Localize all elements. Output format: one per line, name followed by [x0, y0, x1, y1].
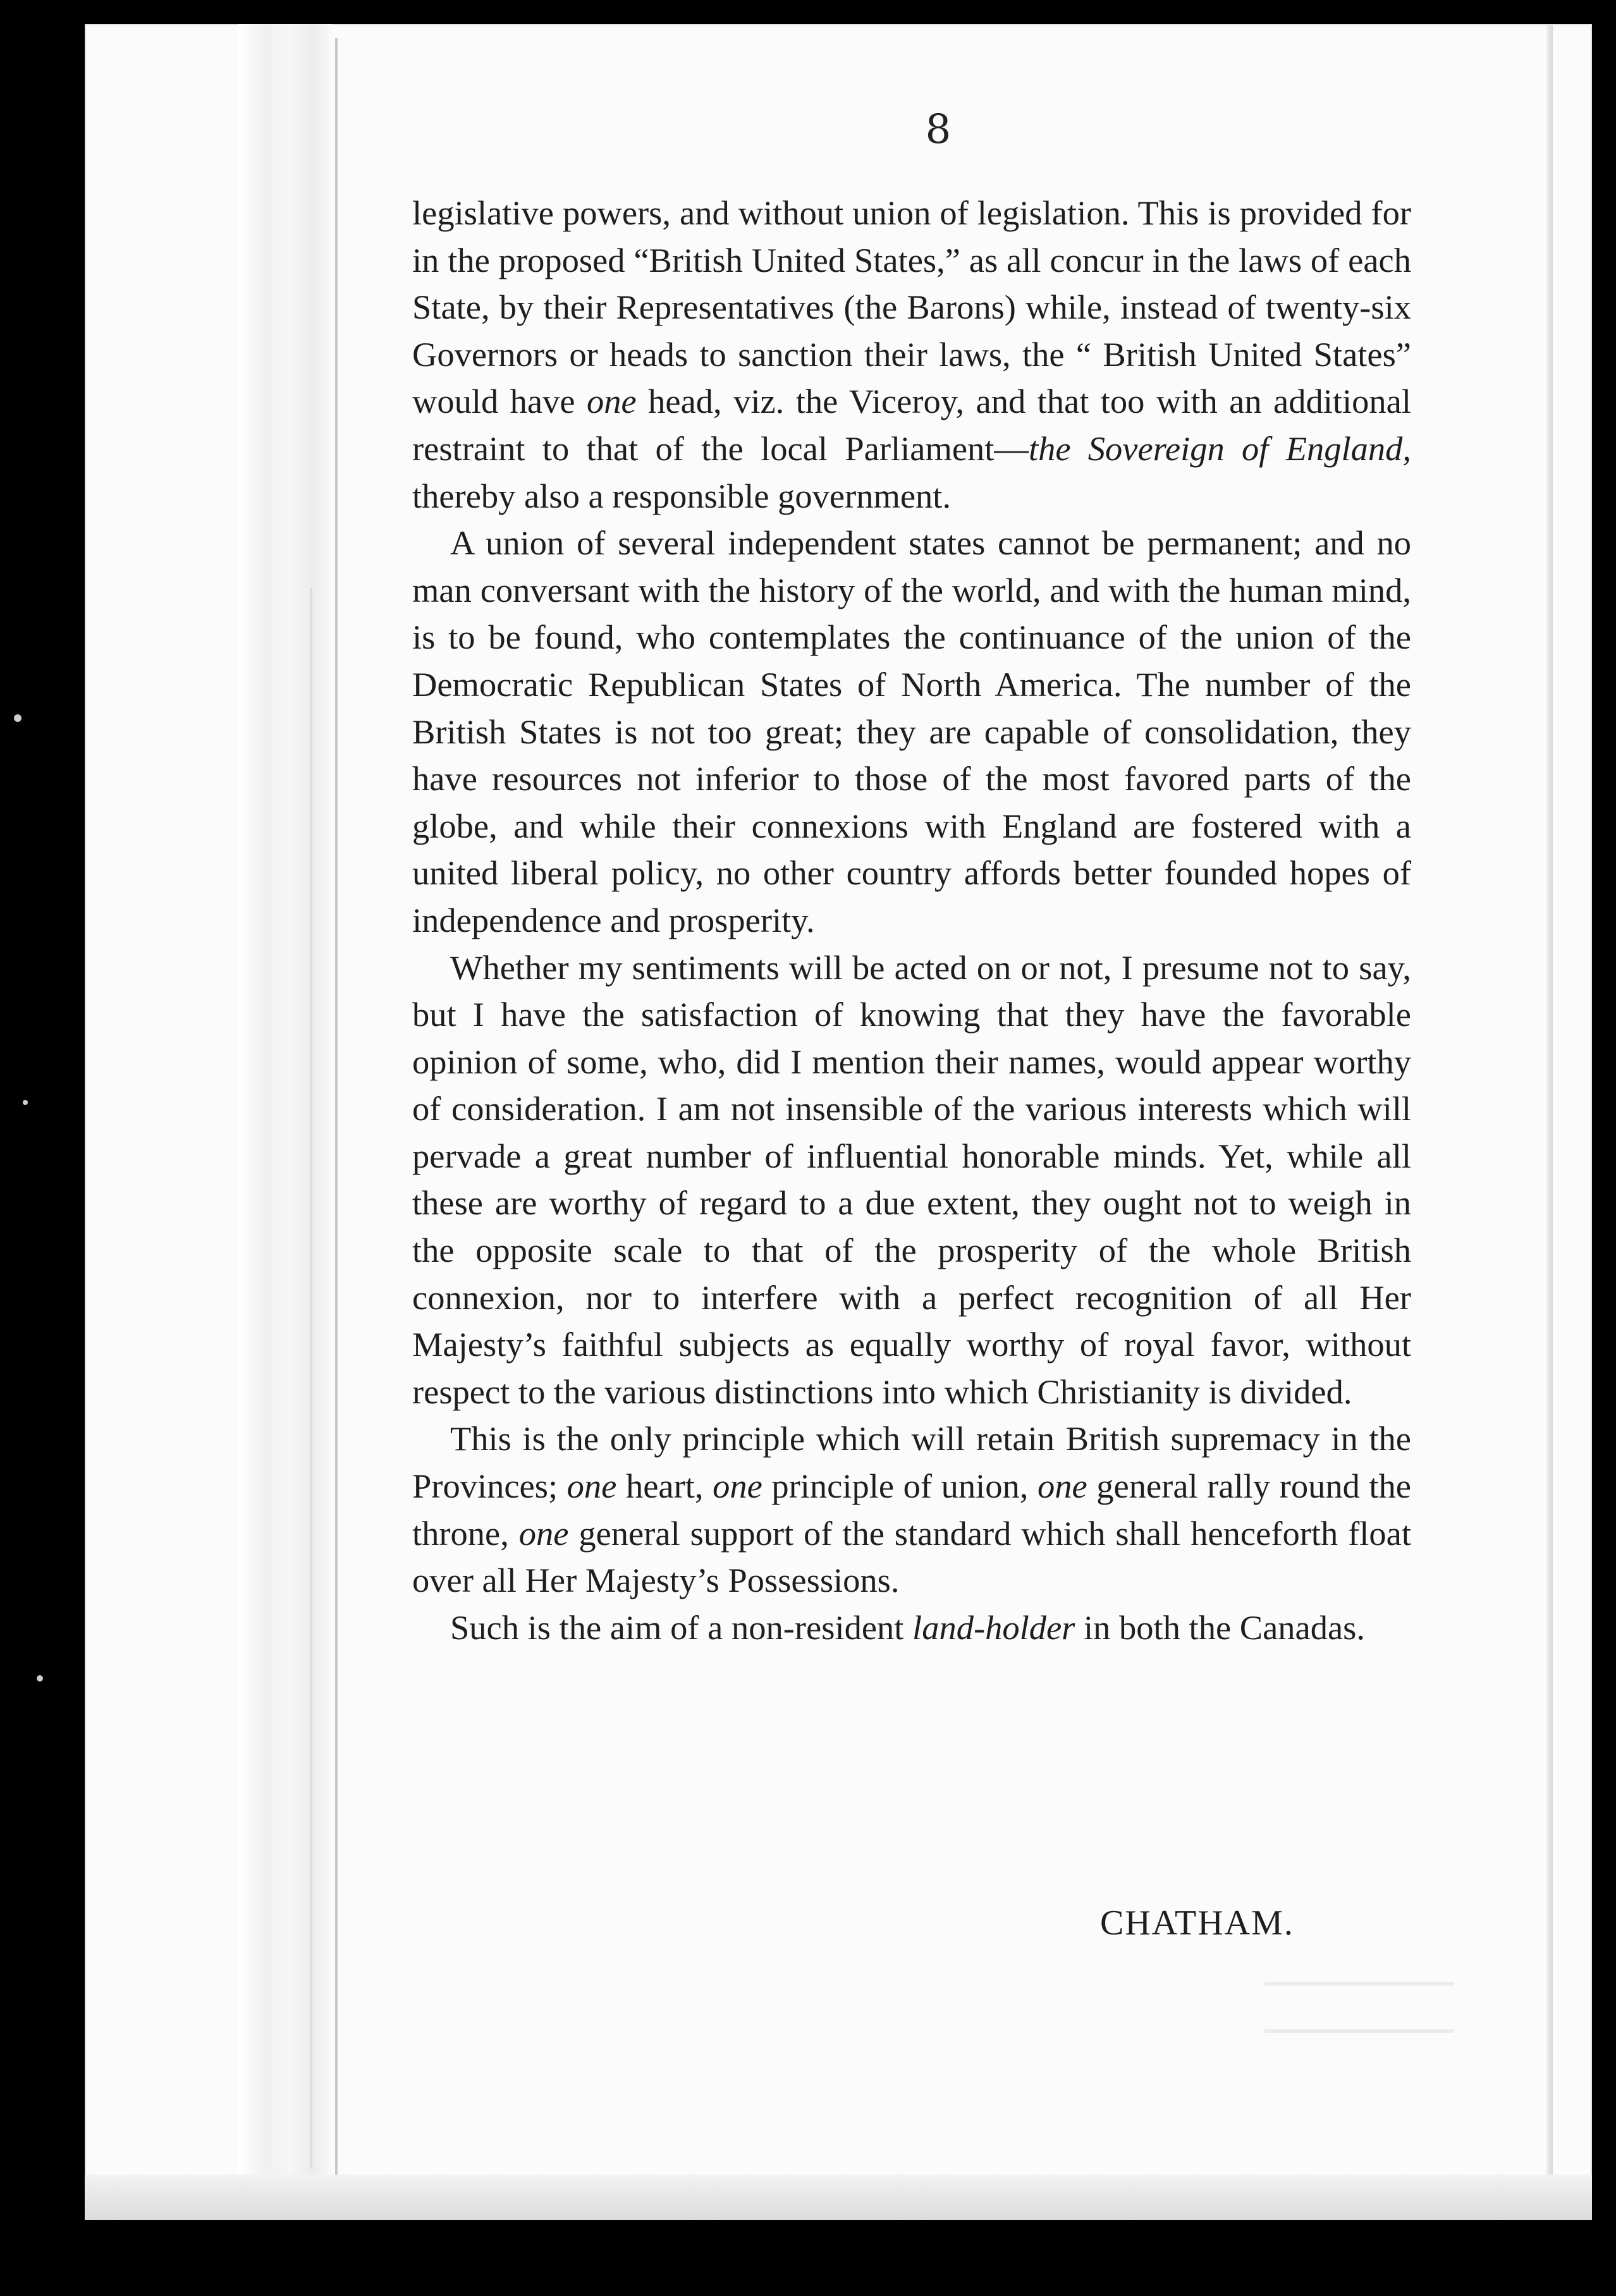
text-segment: principle of union, [762, 1467, 1038, 1506]
text-segment: heart, [616, 1467, 713, 1506]
paragraph-p5 [412, 1604, 1411, 1652]
show-through [1264, 1963, 1454, 2058]
italic-text: one [1038, 1467, 1087, 1506]
page-right-edge [1546, 25, 1553, 2175]
text-segment: This is the only principle which will retain British supremacy in the Provinces; [412, 1419, 1411, 1506]
italic-text: the Sovereign of England, [1028, 429, 1411, 468]
italic-text: one [713, 1467, 762, 1506]
text-segment: general support of the standard which shall henceforth float over all Her Majesty’s Possessions. [412, 1513, 1411, 1600]
margin-speck [37, 1675, 43, 1682]
italic-text: one [518, 1513, 569, 1553]
text-segment: legislative powers, and without union of legislation. This is provided for in the proposed “British United States,” as all concur in the laws of each State, by their Representatives (the Barons) while, instead of twenty-six Governors or heads to sanction their laws, the “ British United States” would have [412, 193, 1411, 421]
signature: CHATHAM. [1100, 1903, 1294, 1943]
text-segment: thereby also a responsible government. [412, 476, 952, 515]
fold-line [335, 38, 338, 2175]
text-segment: A union of several independent states cannot be permanent; and no man conversant with the history of the world, and with the human mind, is to be found, who contemplates the continuance of the union of the Democratic Republican States of North America. The number of the British States is not too great; they are capable of consolidation, they have resources not inferior to those of the most favored parts of the globe, and while their connexions with England are fostered with a united liberal policy, no other country affords better founded hopes of independence and prosperity. [412, 523, 1411, 939]
fold-line [310, 588, 312, 2168]
binding-fold [238, 24, 333, 2199]
text-segment: in both the Canadas. [1075, 1608, 1366, 1647]
paragraph-p3 [412, 944, 1411, 1416]
margin-speck [23, 1100, 28, 1105]
paragraph-p1 [412, 190, 1411, 520]
paragraph-p2 [412, 520, 1411, 944]
text-segment: general rally round the throne, [412, 1467, 1411, 1553]
text-segment: Such is the aim of a non-resident [450, 1608, 913, 1647]
italic-text: one [566, 1467, 617, 1506]
italic-text: land-holder [912, 1608, 1075, 1647]
paragraph-p4 [412, 1415, 1411, 1604]
italic-text: one [587, 382, 637, 421]
text-segment: Whether my sentiments will be acted on or not, I presume not to say, but I have the satisfaction of knowing that they have the favorable opinion of some, who, did I mention their names, would appear worthy of consideration. I am not insensible of the various interests which will pervade a great number of influential honorable minds. Yet, while all these are worthy of regard to a due extent, they ought not to weigh in the opposite scale to that of the prosperity of the whole British connexion, nor to interfere with a perfect recognition of all Her Majesty’s faithful subjects as equally worthy of royal favor, without respect to the various distinctions into which Christianity is divided. [412, 948, 1411, 1411]
page-number: 8 [925, 106, 952, 153]
margin-speck [14, 714, 21, 722]
text-segment: head, viz. the Viceroy, and that too with an additional restraint to that of the local Parliament— [412, 382, 1411, 468]
page-bottom-edge [85, 2175, 1592, 2220]
body-text [412, 190, 1411, 1651]
